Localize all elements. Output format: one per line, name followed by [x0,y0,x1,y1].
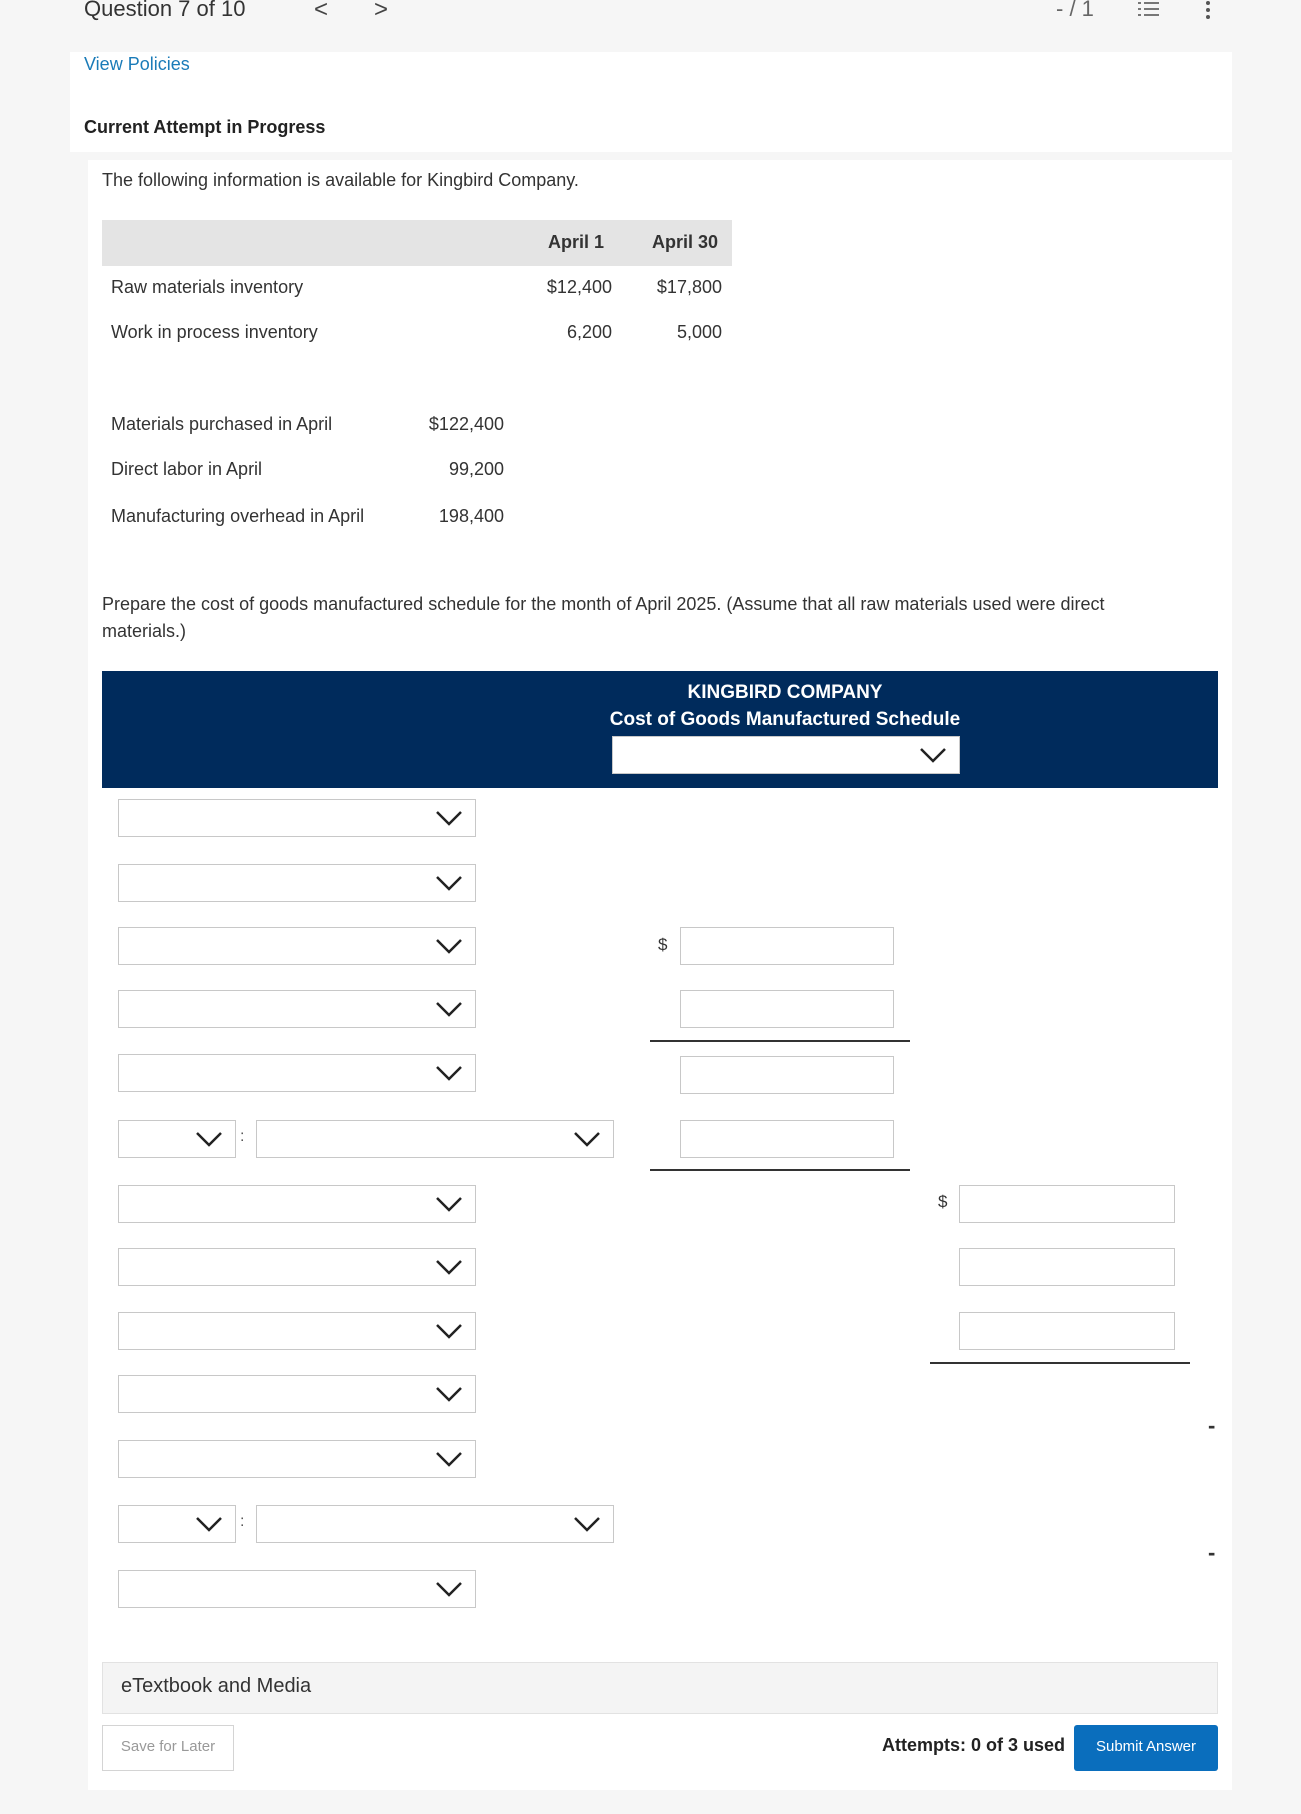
schedule-line-dropdown-6[interactable] [256,1120,614,1158]
colon-separator: : [240,1513,245,1530]
raw-materials-april1: $12,400 [546,277,612,297]
raw-materials-april30: $17,800 [656,277,722,297]
amount-input-1[interactable] [680,927,894,965]
question-card [88,160,1232,1790]
chevron-down-icon [435,938,463,954]
chevron-down-icon [435,1386,463,1402]
materials-purchased-value: $122,400 [428,414,504,434]
instructions-line1: Prepare the cost of goods manufactured schedule for the month of April 2025. (Assume that all raw materials used were direct [102,594,1105,614]
schedule-line-dropdown-11[interactable] [118,1440,476,1478]
submit-answer-label: Submit Answer [1095,1738,1197,1755]
etextbook-media-label: eTextbook and Media [121,1675,312,1697]
view-policies-link[interactable]: View Policies [84,54,190,74]
prefix-dropdown-2[interactable] [118,1505,236,1543]
col-april1-header: April 1 [548,232,605,252]
attempts-counter: Attempts: 0 of 3 used [882,1735,1066,1755]
placeholder-dash: - [1208,1540,1216,1565]
schedule-line-dropdown-8[interactable] [118,1248,476,1286]
chevron-down-icon [195,1131,223,1147]
schedule-line-dropdown-2[interactable] [118,864,476,902]
schedule-line-dropdown-5[interactable] [118,1054,476,1092]
colon-separator: : [240,1128,245,1145]
schedule-line-dropdown-13[interactable] [118,1570,476,1608]
dollar-sign: $ [938,1192,948,1211]
prefix-dropdown-1[interactable] [118,1120,236,1158]
amount-input-4[interactable] [680,1120,894,1158]
underline-rule [650,1169,910,1171]
chevron-down-icon [435,1451,463,1467]
save-for-later-label: Save for Later [120,1738,216,1755]
schedule-title: Cost of Goods Manufactured Schedule [609,709,961,730]
underline-rule [930,1362,1190,1364]
materials-purchased-label: Materials purchased in April [111,414,333,434]
question-counter: Question 7 of 10 [84,0,246,21]
attempt-heading: Current Attempt in Progress [84,117,326,137]
question-intro: The following information is available for Kingbird Company. [102,170,579,190]
wip-april30: 5,000 [676,322,722,342]
more-options-icon[interactable] [1204,0,1212,20]
chevron-down-icon [195,1516,223,1532]
question-score: - / 1 [1056,0,1094,21]
amount-input-2[interactable] [680,990,894,1028]
schedule-line-dropdown-3[interactable] [118,927,476,965]
inventory-table-header [102,220,732,266]
schedule-line-dropdown-7[interactable] [118,1185,476,1223]
total-input-1[interactable] [959,1185,1175,1223]
col-april30-header: April 30 [652,232,719,252]
direct-labor-label: Direct labor in April [111,459,263,479]
chevron-down-icon [919,747,947,763]
schedule-line-dropdown-9[interactable] [118,1312,476,1350]
chevron-down-icon [435,1001,463,1017]
total-input-3[interactable] [959,1312,1175,1350]
raw-materials-label: Raw materials inventory [111,277,304,297]
wip-label: Work in process inventory [111,322,318,342]
period-dropdown[interactable] [612,736,960,774]
chevron-down-icon [573,1516,601,1532]
schedule-line-dropdown-12[interactable] [256,1505,614,1543]
overhead-value: 198,400 [438,506,504,526]
direct-labor-value: 99,200 [448,459,504,479]
dollar-sign: $ [658,935,668,954]
total-input-2[interactable] [959,1248,1175,1286]
wip-april1: 6,200 [566,322,612,342]
schedule-company: KINGBIRD COMPANY [687,682,883,703]
chevron-down-icon [435,875,463,891]
schedule-line-dropdown-4[interactable] [118,990,476,1028]
overhead-label: Manufacturing overhead in April [111,506,365,526]
chevron-down-icon [435,1196,463,1212]
chevron-down-icon [435,1323,463,1339]
amount-input-3[interactable] [680,1056,894,1094]
prev-question-button[interactable]: < [314,0,329,23]
chevron-down-icon [435,1581,463,1597]
schedule-line-dropdown-1[interactable] [118,799,476,837]
chevron-down-icon [435,810,463,826]
chevron-down-icon [435,1065,463,1081]
question-list-icon[interactable] [1138,0,1160,20]
schedule-line-dropdown-10[interactable] [118,1375,476,1413]
instructions-line2: materials.) [102,621,187,641]
next-question-button[interactable]: > [374,0,389,23]
underline-rule [650,1040,910,1042]
placeholder-dash: - [1208,1413,1216,1438]
chevron-down-icon [435,1259,463,1275]
chevron-down-icon [573,1131,601,1147]
